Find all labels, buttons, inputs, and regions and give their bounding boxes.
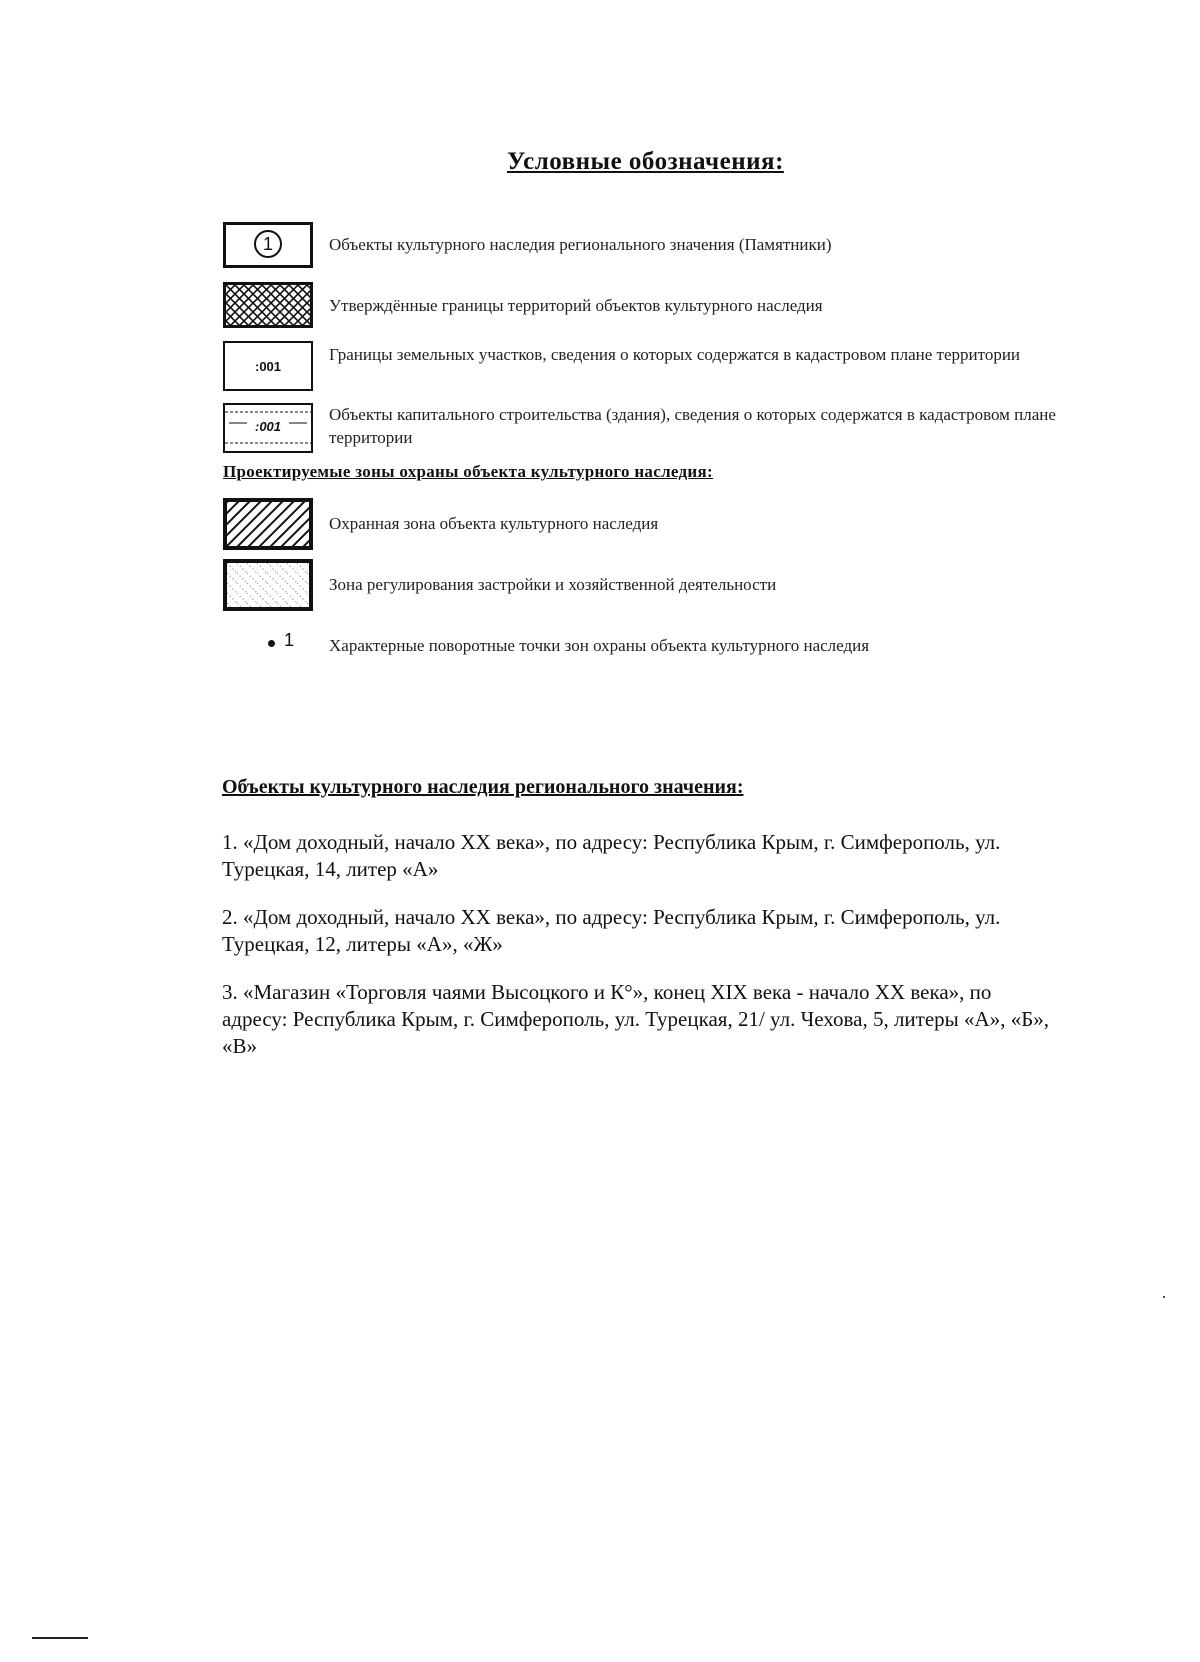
zone-security: Охранная зона объекта культурного наследия: [329, 514, 659, 533]
building-outline-icon: [223, 403, 313, 453]
object-item-2: 2. «Дом доходный, начало XX века», по адресу: Республика Крым, г. Симферополь, ул. Турецкая, 12, литеры «А», «Ж»: [222, 905, 1001, 956]
scan-speck: [1163, 1296, 1165, 1298]
object-item-3: 3. «Магазин «Торговля чаями Высоцкого и К°», конец XIX века - начало XX века», по адресу: Республика Крым, г. Симферополь, ул. Турецкая, 21/ ул. Чехова, 5, литеры «А», «Б», «В»: [222, 980, 1049, 1058]
numbered-circle-icon: 1: [254, 230, 282, 258]
crosshatch-svg: [226, 285, 310, 325]
crosshatch-pattern-icon: [223, 282, 313, 328]
turning-points-label: Характерные поворотные точки зон охраны объекта культурного наследия: [329, 636, 870, 655]
land-plot-code: :001: [254, 359, 282, 374]
diagonal-hatch-svg: [227, 502, 309, 546]
zone-regulation: Зона регулирования застройки и хозяйственной деятельности: [329, 575, 777, 594]
objects-heading: Объекты культурного наследия регионального значения:: [222, 776, 744, 798]
legend-item-territories: Утверждённые границы территорий объектов культурного наследия: [329, 296, 823, 315]
legend-item-land-plots: Границы земельных участков, сведения о которых содержатся в кадастровом плане территории: [329, 345, 1021, 364]
legend-item-monuments: Объекты культурного наследия регионального значения (Памятники): [329, 235, 832, 254]
land-plot-icon: [223, 341, 313, 391]
protection-zones-heading: Проектируемые зоны охраны объекта культурного наследия:: [223, 462, 713, 481]
building-code: :001: [254, 419, 282, 434]
legend-title: Условные обозначения:: [507, 148, 784, 175]
footer-mark: [32, 1637, 88, 1639]
turning-point-number: 1: [284, 630, 295, 650]
dotted-hatch-icon: [223, 559, 313, 611]
object-item-1: 1. «Дом доходный, начало XX века», по адресу: Республика Крым, г. Симферополь, ул. Турецкая, 14, литер «А»: [222, 830, 1001, 881]
dotted-hatch-svg: [227, 563, 309, 607]
legend-item-buildings: Объекты капитального строительства (здания), сведения о которых содержатся в кадастровом плане территории: [329, 405, 1056, 447]
bullet-point-icon: [268, 640, 275, 647]
monument-symbol-box: [223, 222, 313, 268]
diagonal-hatch-icon: [223, 498, 313, 550]
